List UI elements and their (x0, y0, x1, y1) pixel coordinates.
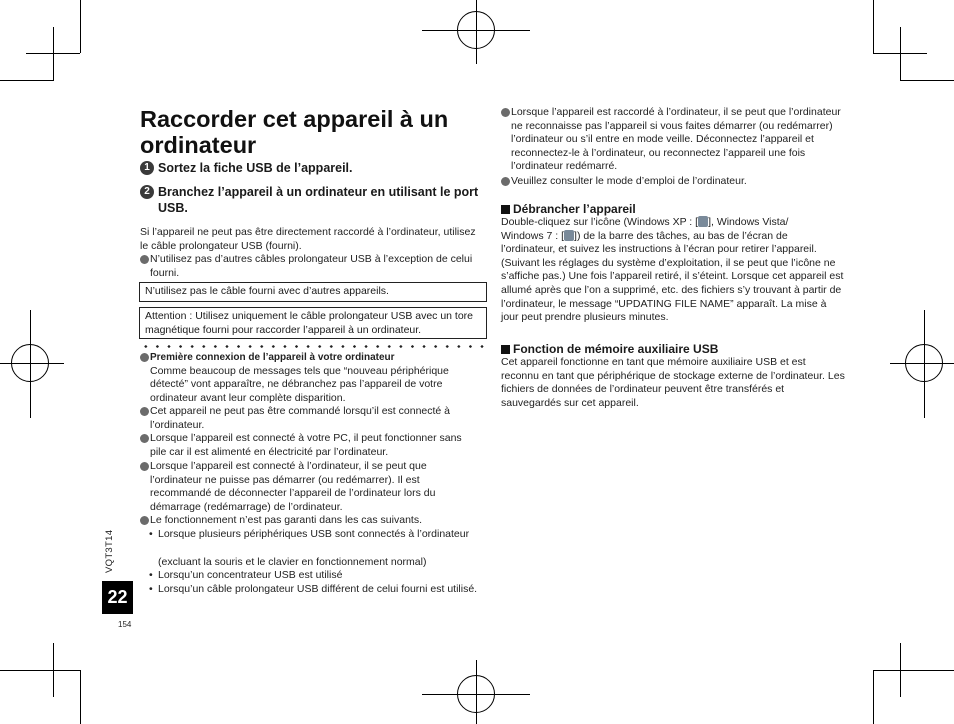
page-tab: 22 (102, 581, 133, 614)
section-heading-usb-memory: Fonction de mémoire auxiliaire USB (501, 342, 718, 356)
square-bullet-icon (501, 345, 510, 354)
bullet-icon (140, 407, 149, 416)
bullet-icon (140, 255, 149, 264)
unplug-paragraph: Double-cliquez sur l’icône (Windows XP : [ ], Windows Vista/ Windows 7 : [ ]) de la barre des tâches, au bas de l’écran de l’ordinateur, et suivez les instructions à l’écran pour retirer l’appareil. (Suivant les réglages du système d’exploitation, il se peut que l’icône ne s’affiche pas.) Une fois l’appareil retiré, il s’éteint. Lorsque cet appareil est allumé après que l’on a supprimé, etc. des fichiers s’y trouvant à partir de l’ordinateur, le message “UPDATING FILE NAME” apparaît. La mise à jour peut prendre plusieurs minutes. (501, 216, 844, 324)
attention-box: Attention : Utilisez uniquement le câble prolongateur USB avec un tore magnétique fourni pour raccorder l’appareil à un ordinateur. (139, 307, 487, 339)
step-text: Branchez l’appareil à un ordinateur en utilisant le port USB. (158, 185, 479, 215)
bullet-icon (501, 177, 510, 186)
sub-list-note: (excluant la souris et le clavier en fonctionnement normal) (158, 556, 427, 568)
bullet-icon (140, 516, 149, 525)
intro-paragraph: Si l’appareil ne peut pas être directement raccordé à l’ordinateur, utilisez le câble prolongateur USB (fourni). (140, 226, 476, 252)
safely-remove-win7-icon (564, 230, 574, 241)
dotted-divider (140, 345, 486, 348)
first-connection-text: Comme beaucoup de messages tels que “nouveau périphérique détecté” vont apparaître, ne débranchez pas l’appareil de votre ordinateur avant leur complète disparition. (150, 364, 449, 404)
model-code: VQT3T14 (104, 529, 115, 573)
page-title: Raccorder cet appareil à un ordinateur (140, 106, 449, 158)
bullet-icon (140, 353, 149, 362)
square-bullet-icon (501, 205, 510, 214)
bullet-icon (501, 108, 510, 117)
bullet-icon (140, 462, 149, 471)
usb-memory-paragraph: Cet appareil fonctionne en tant que mémoire auxiliaire USB et est reconnu en tant que périphérique de stockage externe de l’ordinateur. Les fichiers de données de l’ordinateur peuvent être transférés et sauvegardés sur cet appareil. (501, 356, 845, 409)
note-box: N’utilisez pas le câble fourni avec d’autres appareils. (139, 282, 487, 302)
step-text: Sortez la fiche USB de l’appareil. (158, 161, 353, 175)
page-number: 154 (118, 620, 132, 629)
first-connection-title: Première connexion de l’appareil à votre ordinateur (150, 352, 395, 363)
safely-remove-xp-icon (698, 216, 708, 227)
bullet-icon (140, 434, 149, 443)
section-heading-unplug: Débrancher l’appareil (501, 202, 636, 216)
step-number: 1 (140, 161, 154, 175)
step-number: 2 (140, 185, 154, 199)
